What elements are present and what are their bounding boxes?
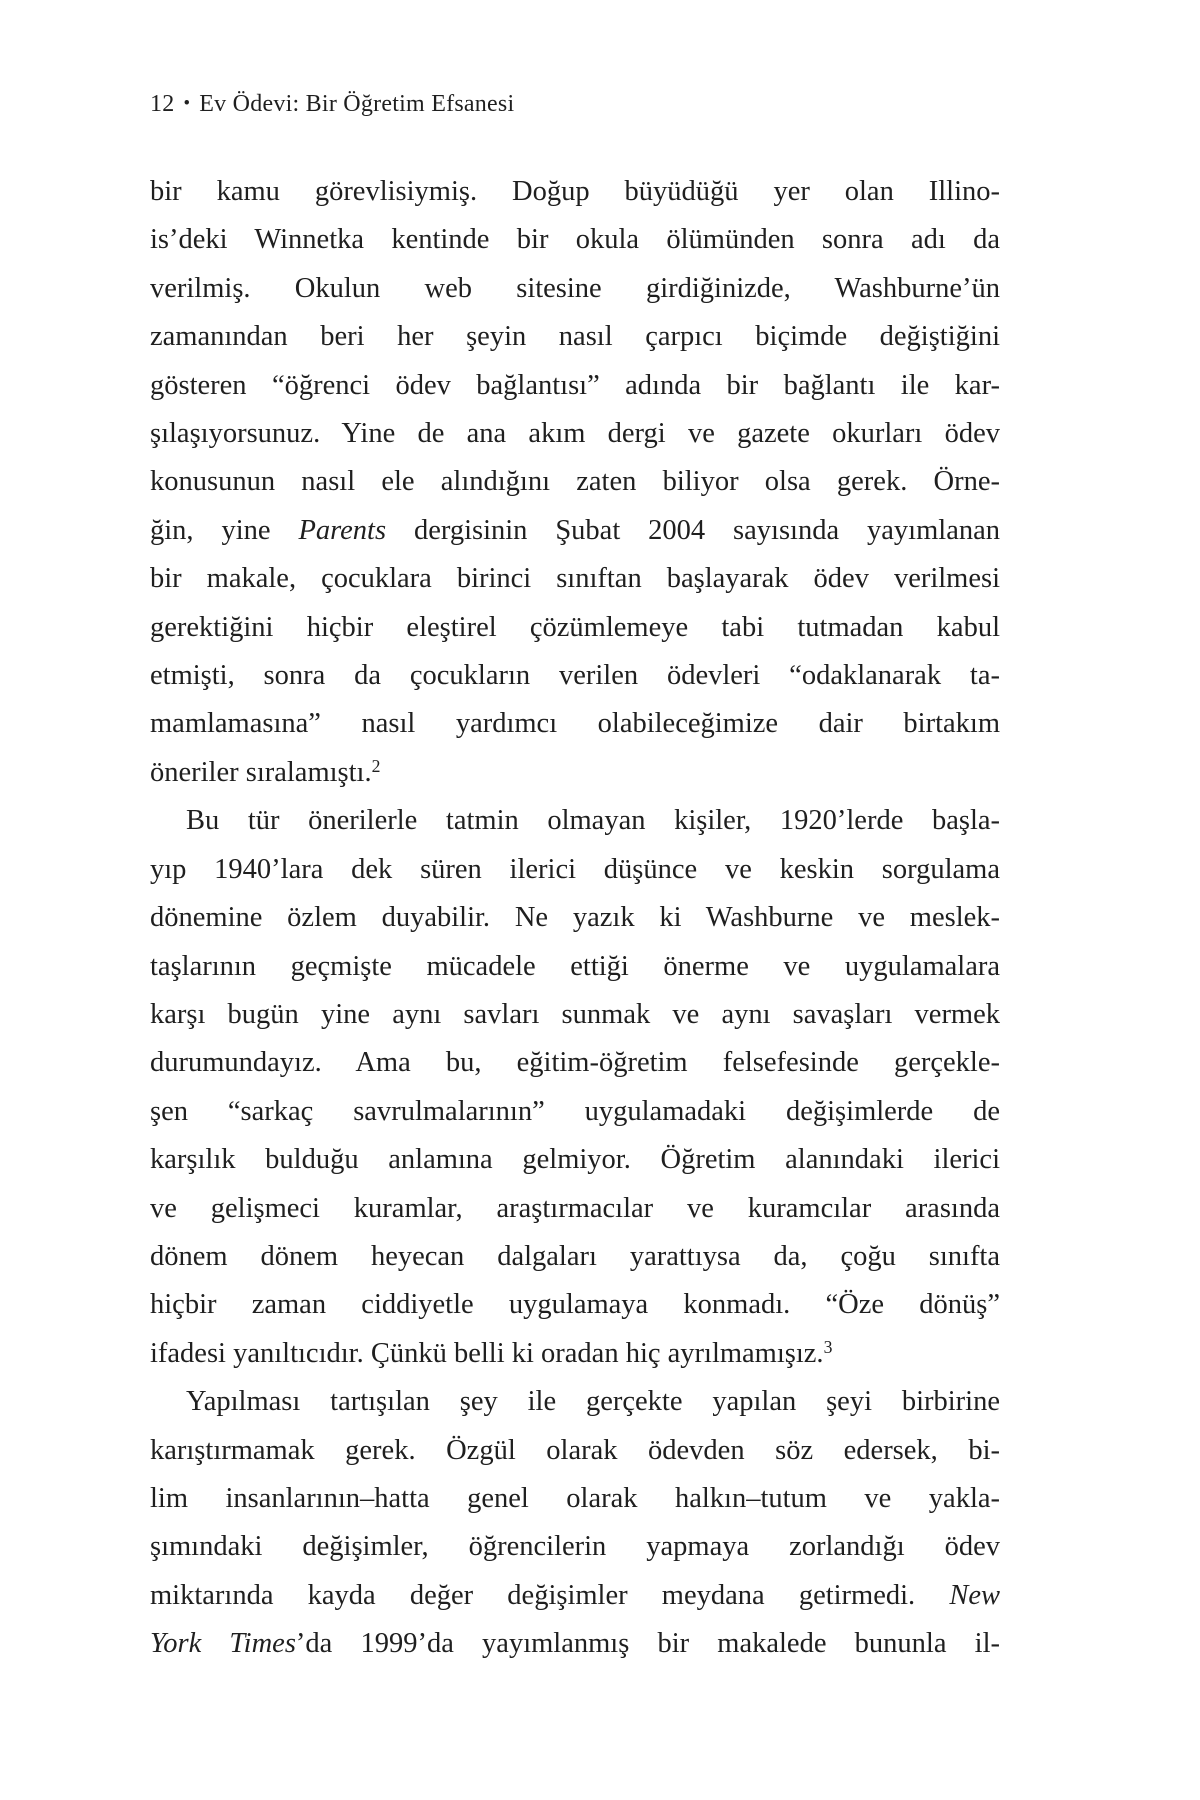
text-line: [150, 991, 1000, 1039]
text-line: [150, 1185, 1000, 1233]
page-body: [150, 168, 1000, 1669]
text-segment: mamlamasına” nasıl yardımcı olabileceğimize dair birtakım: [150, 708, 1000, 740]
text-segment: zamanından beri her şeyin nasıl çarpıcı biçimde değiştiğini: [150, 321, 1000, 353]
running-header: [150, 90, 514, 118]
text-line: [150, 168, 1000, 216]
text-line: [150, 1088, 1000, 1136]
text-line: [150, 555, 1000, 603]
text-line: [150, 362, 1000, 410]
bullet-separator-icon: •: [183, 93, 191, 115]
text-line: [150, 1620, 1000, 1668]
text-line: [150, 652, 1000, 700]
text-segment: bir kamu görevlisiymiş. Doğup büyüdüğü yer olan Illino-: [150, 176, 1000, 207]
text-line: [150, 410, 1000, 458]
paragraph: [150, 168, 1000, 797]
text-segment: dönem dönem heyecan dalgaları yarattıysa da, çoğu sınıfta: [150, 1240, 1000, 1272]
paragraph: [150, 797, 1000, 1378]
text-segment: Yapılması tartışılan şey ile gerçekte yapılan şeyi birbirine: [186, 1386, 1000, 1418]
text-line: [150, 1136, 1000, 1184]
text-segment: konusunun nasıl ele alındığını zaten biliyor olsa gerek. Örne-: [150, 466, 1000, 498]
text-segment: gösteren “öğrenci ödev bağlantısı” adında bir bağlantı ile kar-: [150, 369, 1000, 401]
text-segment: şen “sarkaç savrulmalarının” uygulamadaki değişimlerde de: [150, 1095, 1000, 1127]
text-segment: etmişti, sonra da çocukların verilen ödevleri “odaklanarak ta-: [150, 660, 1000, 692]
text-segment: lim insanlarının–hatta genel olarak halkın–tutum ve yakla-: [150, 1482, 1000, 1514]
italic-text: New: [949, 1579, 1000, 1611]
text-line: [150, 1475, 1000, 1523]
text-line: [150, 507, 1000, 555]
text-segment: hiçbir zaman ciddiyetle uygulamaya konmadı. “Öze dönüş”: [150, 1289, 1000, 1321]
text-segment: ’da 1999’da yayımlanmış bir makalede bununla il-: [295, 1628, 1000, 1660]
text-segment: ve gelişmeci kuramlar, araştırmacılar ve kuramcılar arasında: [150, 1192, 1000, 1224]
text-line: [150, 1523, 1000, 1571]
text-line: [150, 216, 1000, 264]
text-line: [150, 1427, 1000, 1475]
running-header-title: Ev Ödevi: Bir Öğretim Efsanesi: [199, 91, 515, 117]
text-segment: karşılık bulduğu anlamına gelmiyor. Öğretim alanındaki ilerici: [150, 1144, 1000, 1176]
text-line: [150, 1233, 1000, 1281]
text-segment: is’deki Winnetka kentinde bir okula ölümünden sonra adı da: [150, 224, 1000, 256]
text-segment: miktarında kayda değer değişimler meydana getirmedi.: [150, 1579, 950, 1611]
text-segment: karıştırmamak gerek. Özgül olarak ödevden söz edersek, bi-: [150, 1434, 1000, 1466]
page-number: 12: [150, 91, 175, 117]
text-segment: Bu tür önerilerle tatmin olmayan kişiler, 1920’lerde başla-: [186, 805, 1000, 837]
text-line: [150, 1378, 1000, 1426]
footnote-ref: 2: [371, 756, 381, 777]
text-line: [150, 700, 1000, 748]
text-line: [150, 749, 1000, 797]
text-segment: gerektiğini hiçbir eleştirel çözümlemeye tabi tutmadan kabul: [150, 611, 1000, 643]
text-segment: dergisinin Şubat 2004 sayısında yayımlanan: [386, 514, 1000, 546]
italic-text: Parents: [298, 514, 387, 546]
text-line: [150, 797, 1000, 845]
italic-text: York Times: [150, 1628, 296, 1660]
text-segment: yıp 1940’lara dek süren ilerici düşünce ve keskin sorgulama: [150, 853, 1000, 885]
text-segment: bir makale, çocuklara birinci sınıftan başlayarak ödev verilmesi: [150, 563, 1000, 595]
text-segment: durumundayız. Ama bu, eğitim-öğretim felsefesinde gerçekle-: [150, 1047, 1000, 1079]
text-segment: ğin, yine: [150, 514, 299, 546]
footnote-ref: 3: [823, 1337, 833, 1358]
text-line: [150, 604, 1000, 652]
text-segment: ifadesi yanıltıcıdır. Çünkü belli ki oradan hiç ayrılmamışız.: [150, 1337, 824, 1369]
text-segment: şımındaki değişimler, öğrencilerin yapmaya zorlandığı ödev: [150, 1531, 1000, 1563]
text-line: [150, 458, 1000, 506]
text-segment: öneriler sıralamıştı.: [150, 756, 372, 788]
text-line: [150, 846, 1000, 894]
text-segment: dönemine özlem duyabilir. Ne yazık ki Washburne ve meslek-: [150, 902, 1000, 934]
text-segment: karşı bugün yine aynı savları sunmak ve aynı savaşları vermek: [150, 998, 1000, 1030]
text-line: [150, 943, 1000, 991]
text-line: [150, 265, 1000, 313]
paragraph: [150, 1378, 1000, 1668]
text-segment: taşlarının geçmişte mücadele ettiği önerme ve uygulamalara: [150, 950, 1000, 982]
text-segment: verilmiş. Okulun web sitesine girdiğinizde, Washburne’ün: [150, 272, 1000, 304]
text-line: [150, 1572, 1000, 1620]
text-line: [150, 1330, 1000, 1378]
text-line: [150, 1281, 1000, 1329]
text-line: [150, 313, 1000, 361]
text-line: [150, 1039, 1000, 1087]
text-segment: şılaşıyorsunuz. Yine de ana akım dergi ve gazete okurları ödev: [150, 418, 1000, 450]
text-line: [150, 894, 1000, 942]
